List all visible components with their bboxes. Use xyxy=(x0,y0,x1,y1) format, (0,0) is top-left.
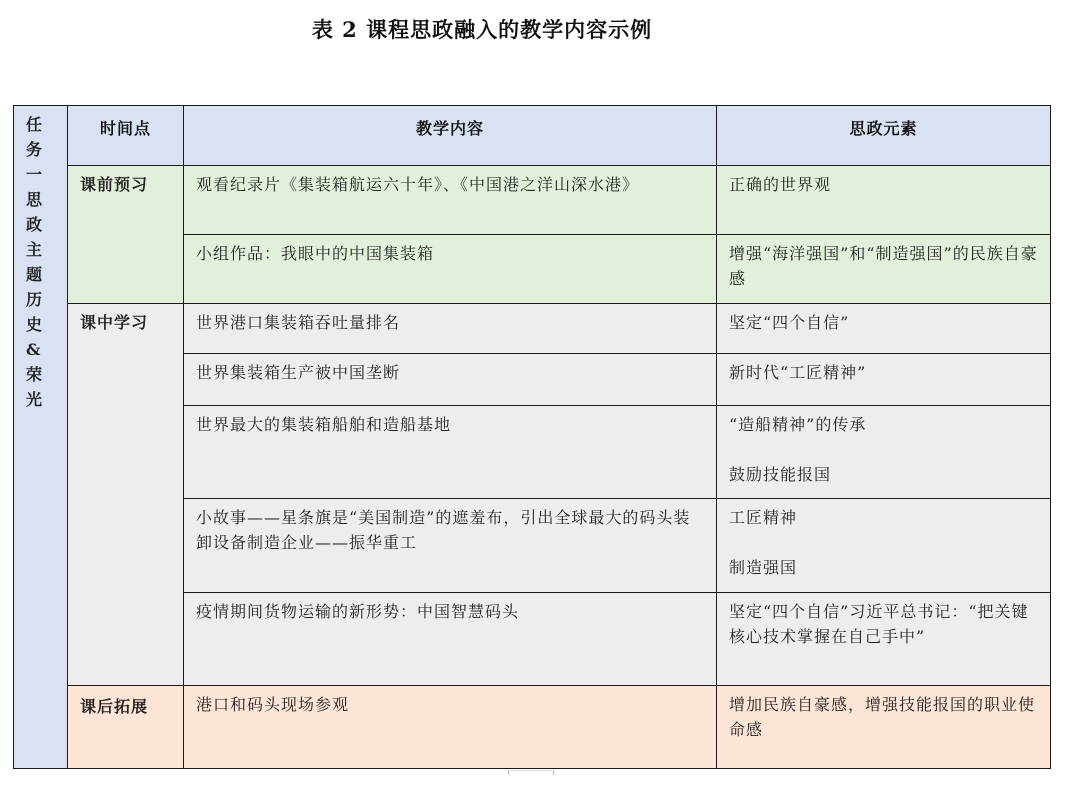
row-element: 正确的世界观 xyxy=(717,166,1051,234)
row-element-extra: 制造强国 xyxy=(729,558,798,578)
header-time: 时间点 xyxy=(68,106,184,166)
side-char: 历 xyxy=(26,290,44,309)
row-element-extra: 鼓励技能报国 xyxy=(729,464,832,484)
side-char: 一 xyxy=(26,165,44,184)
header-row xyxy=(14,106,1051,166)
header-element: 思政元素 xyxy=(717,106,1051,166)
row-element: 坚定“四个自信” xyxy=(717,304,1051,354)
content-table xyxy=(13,105,1051,769)
side-char: 主 xyxy=(26,240,44,259)
side-char: 思 xyxy=(26,190,44,209)
row-content: 世界集装箱生产被中国垄断 xyxy=(184,354,717,405)
row-content: 世界港口集装箱吞吐量排名 xyxy=(184,304,717,354)
row-element: 增加民族自豪感，增强技能报国的职业使命感 xyxy=(717,686,1051,769)
side-char: 光 xyxy=(26,390,44,409)
side-char: 题 xyxy=(26,265,44,284)
row-element: 工匠精神 xyxy=(729,508,798,528)
table-title: 表 2 课程思政融入的教学内容示例 xyxy=(311,17,653,42)
row-content: 疫情期间货物运输的新形势：中国智慧码头 xyxy=(184,592,717,686)
row-content: 世界最大的集装箱船舶和造船基地 xyxy=(184,405,717,499)
header-content: 教学内容 xyxy=(184,106,717,166)
table-row xyxy=(14,686,1051,769)
row-element: 坚定“四个自信”习近平总书记：“把关键核心技术掌握在自己手中” xyxy=(717,592,1051,686)
row-element: “造船精神”的传承 xyxy=(729,414,867,434)
side-char: 荣 xyxy=(26,365,44,384)
phase-during: 课中学习 xyxy=(68,304,184,686)
row-content: 小组作品：我眼中的中国集装箱 xyxy=(184,234,717,303)
task-side-label xyxy=(14,106,68,769)
side-char: 史 xyxy=(26,315,44,334)
side-char: 任 xyxy=(26,115,44,134)
row-element-cell xyxy=(717,499,1051,593)
row-content: 小故事——星条旗是“美国制造”的遮羞布，引出全球最大的码头装卸设备制造企业——振华重工 xyxy=(184,499,717,593)
side-char: & xyxy=(26,340,42,359)
table-row xyxy=(14,304,1051,354)
table-row xyxy=(14,166,1051,234)
row-content: 港口和码头现场参观 xyxy=(184,686,717,769)
phase-before: 课前预习 xyxy=(68,166,184,304)
row-element: 新时代“工匠精神” xyxy=(717,354,1051,405)
row-element-cell xyxy=(717,405,1051,499)
row-element: 增强“海洋强国”和“制造强国”的民族自豪感 xyxy=(717,234,1051,303)
side-char: 务 xyxy=(26,140,44,159)
row-content: 观看纪录片《集装箱航运六十年》、《中国港之洋山深水港》 xyxy=(184,166,717,234)
page-mark xyxy=(508,770,554,775)
phase-after: 课后拓展 xyxy=(68,686,184,769)
side-char: 政 xyxy=(26,215,44,234)
